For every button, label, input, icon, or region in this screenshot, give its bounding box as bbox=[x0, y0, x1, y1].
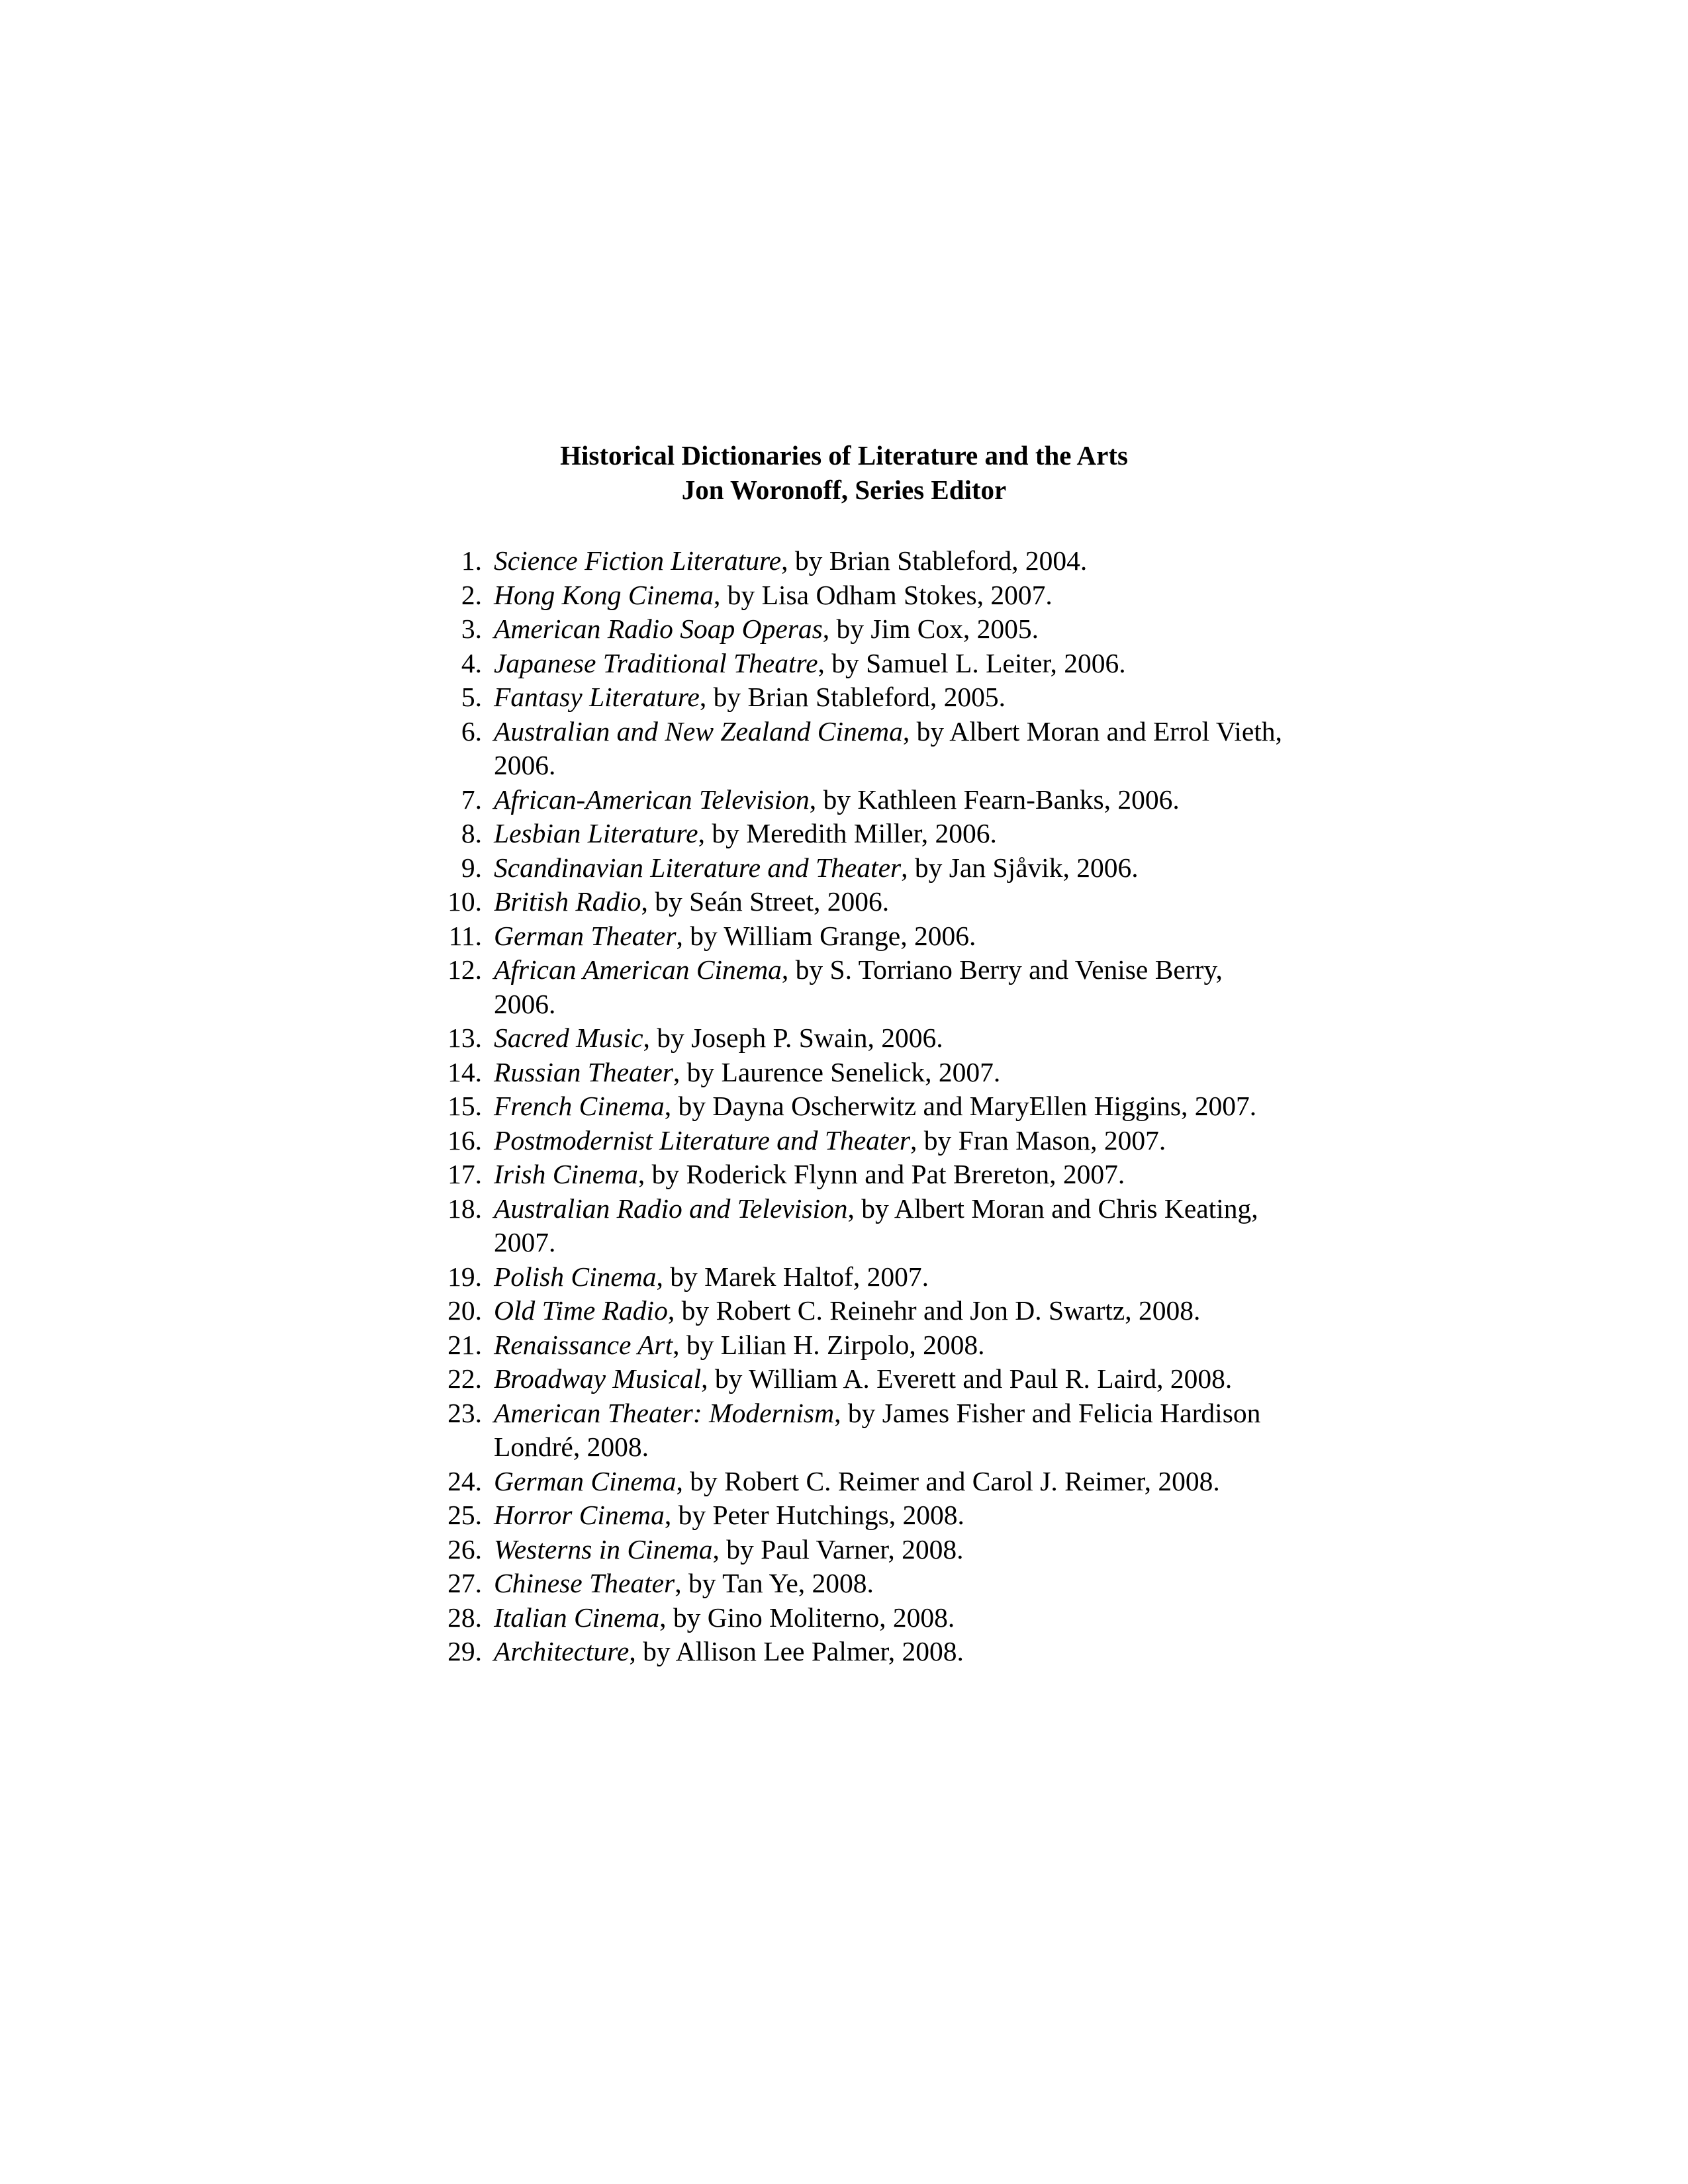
author-and-year: , by Marek Haltof, 2007. bbox=[656, 1261, 929, 1292]
book-title: Australian and New Zealand Cinema bbox=[494, 715, 903, 747]
list-item-number: 14. bbox=[447, 1056, 482, 1087]
book-title: Italian Cinema bbox=[494, 1602, 660, 1633]
author-and-year: , by Kathleen Fearn-Banks, 2006. bbox=[809, 784, 1180, 815]
book-title: British Radio bbox=[494, 886, 641, 917]
list-item-number: 20. bbox=[447, 1295, 482, 1326]
book-title: Hong Kong Cinema bbox=[494, 579, 714, 610]
author-and-year: , by Paul Varner, 2008. bbox=[712, 1533, 964, 1565]
author-and-year: , by Roderick Flynn and Pat Brereton, 2007. bbox=[637, 1159, 1125, 1189]
list-item bbox=[424, 1635, 1284, 1669]
list-item bbox=[424, 1601, 1284, 1635]
list-item-number: 15. bbox=[447, 1091, 482, 1121]
author-and-year: , by S. Torriano Berry and Venise Berry, 2006. bbox=[494, 954, 1223, 1019]
list-item-number: 9. bbox=[461, 852, 482, 883]
book-title: Horror Cinema bbox=[494, 1500, 665, 1530]
author-and-year: , by William Grange, 2006. bbox=[676, 920, 976, 951]
list-item bbox=[424, 851, 1284, 886]
author-and-year: , by Jim Cox, 2005. bbox=[822, 614, 1039, 644]
author-and-year: , by Meredith Miller, 2006. bbox=[698, 818, 997, 848]
list-item-number: 29. bbox=[447, 1636, 482, 1666]
list-item-number: 28. bbox=[447, 1602, 482, 1633]
list-item-number: 22. bbox=[447, 1363, 482, 1394]
list-item bbox=[424, 1465, 1284, 1499]
book-title: Australian Radio and Television bbox=[494, 1193, 848, 1224]
list-item bbox=[424, 1056, 1284, 1090]
list-item-number: 6. bbox=[461, 715, 482, 747]
book-title: Westerns in Cinema bbox=[494, 1533, 713, 1565]
list-item bbox=[424, 919, 1284, 954]
list-item bbox=[424, 1294, 1284, 1328]
author-and-year: , by James Fisher and Felicia Hardison Londré, 2008. bbox=[494, 1397, 1261, 1462]
author-and-year: , by Brian Stableford, 2004. bbox=[781, 545, 1088, 576]
list-item-number: 3. bbox=[461, 614, 482, 644]
list-item bbox=[424, 1362, 1284, 1396]
book-title: Irish Cinema bbox=[494, 1159, 638, 1189]
author-and-year: , by Gino Moliterno, 2008. bbox=[659, 1602, 955, 1633]
book-title: Architecture bbox=[494, 1636, 630, 1666]
book-title: Polish Cinema bbox=[494, 1261, 657, 1292]
author-and-year: , by Joseph P. Swain, 2006. bbox=[643, 1023, 943, 1053]
list-item bbox=[424, 1124, 1284, 1158]
author-and-year: , by Albert Moran and Errol Vieth, 2006. bbox=[494, 715, 1282, 780]
list-item bbox=[424, 680, 1284, 715]
book-title: Renaissance Art bbox=[494, 1329, 673, 1360]
book-title: Chinese Theater bbox=[494, 1568, 675, 1598]
book-title: American Theater: Modernism bbox=[494, 1397, 835, 1428]
list-item-number: 26. bbox=[447, 1533, 482, 1565]
list-item bbox=[424, 578, 1284, 613]
series-list bbox=[424, 544, 1284, 1669]
book-title: Japanese Traditional Theatre bbox=[494, 647, 818, 678]
author-and-year: , by Lilian H. Zirpolo, 2008. bbox=[673, 1329, 985, 1360]
author-and-year: , by Samuel L. Leiter, 2006. bbox=[818, 647, 1126, 678]
book-title: African-American Television bbox=[494, 784, 810, 815]
list-item-number: 13. bbox=[447, 1023, 482, 1053]
author-and-year: , by Peter Hutchings, 2008. bbox=[664, 1500, 964, 1530]
list-item bbox=[424, 544, 1284, 578]
book-title: Sacred Music bbox=[494, 1023, 643, 1053]
list-item bbox=[424, 1498, 1284, 1533]
author-and-year: , by Allison Lee Palmer, 2008. bbox=[629, 1636, 964, 1666]
list-item bbox=[424, 1192, 1284, 1260]
list-item bbox=[424, 1533, 1284, 1567]
list-item bbox=[424, 1396, 1284, 1465]
author-and-year: , by Dayna Oscherwitz and MaryEllen Higgins, 2007. bbox=[664, 1091, 1257, 1121]
author-and-year: , by Laurence Senelick, 2007. bbox=[673, 1056, 1001, 1087]
list-item bbox=[424, 1567, 1284, 1601]
author-and-year: , by Tan Ye, 2008. bbox=[675, 1568, 874, 1598]
author-and-year: , by Seán Street, 2006. bbox=[641, 886, 890, 917]
list-item bbox=[424, 783, 1284, 817]
list-item-number: 19. bbox=[447, 1261, 482, 1292]
list-item-number: 27. bbox=[447, 1568, 482, 1598]
book-title: Scandinavian Literature and Theater bbox=[494, 852, 902, 883]
list-item-number: 17. bbox=[447, 1159, 482, 1189]
series-title: Historical Dictionaries of Literature and the Arts bbox=[560, 440, 1128, 471]
author-and-year: , by Brian Stableford, 2005. bbox=[699, 682, 1006, 712]
book-title: American Radio Soap Operas bbox=[494, 614, 823, 644]
list-item bbox=[424, 612, 1284, 647]
author-and-year: , by Robert C. Reinehr and Jon D. Swartz, 2008. bbox=[667, 1295, 1201, 1326]
book-title: Postmodernist Literature and Theater bbox=[494, 1124, 911, 1156]
list-item bbox=[424, 885, 1284, 919]
book-title: African American Cinema bbox=[494, 954, 782, 985]
author-and-year: , by William A. Everett and Paul R. Laird, 2008. bbox=[701, 1363, 1233, 1394]
list-item bbox=[424, 1260, 1284, 1295]
series-editor: Jon Woronoff, Series Editor bbox=[681, 475, 1007, 505]
author-and-year: , by Robert C. Reimer and Carol J. Reimer, 2008. bbox=[676, 1465, 1220, 1496]
list-item-number: 4. bbox=[461, 647, 482, 678]
list-item bbox=[424, 817, 1284, 851]
book-title: Fantasy Literature bbox=[494, 682, 700, 712]
list-item bbox=[424, 1021, 1284, 1056]
list-item-number: 8. bbox=[461, 818, 482, 848]
author-and-year: , by Albert Moran and Chris Keating, 2007. bbox=[494, 1193, 1258, 1257]
list-item bbox=[424, 953, 1284, 1021]
list-item-number: 16. bbox=[447, 1124, 482, 1156]
list-item bbox=[424, 1089, 1284, 1124]
book-title: Lesbian Literature bbox=[494, 818, 698, 848]
list-item bbox=[424, 715, 1284, 783]
book-title: Science Fiction Literature bbox=[494, 545, 782, 576]
author-and-year: , by Jan Sjåvik, 2006. bbox=[901, 852, 1139, 883]
list-item-number: 2. bbox=[461, 579, 482, 610]
list-item-number: 25. bbox=[447, 1500, 482, 1530]
list-item-number: 5. bbox=[461, 682, 482, 712]
book-title: German Theater bbox=[494, 920, 677, 951]
list-item-number: 12. bbox=[447, 954, 482, 985]
list-item-number: 11. bbox=[448, 920, 482, 951]
list-item-number: 18. bbox=[447, 1193, 482, 1224]
book-title: Broadway Musical bbox=[494, 1363, 702, 1394]
author-and-year: , by Lisa Odham Stokes, 2007. bbox=[714, 579, 1053, 610]
author-and-year: , by Fran Mason, 2007. bbox=[910, 1124, 1166, 1156]
book-title: Old Time Radio bbox=[494, 1295, 668, 1326]
series-heading bbox=[0, 438, 1688, 507]
list-item-number: 7. bbox=[461, 784, 482, 815]
list-item bbox=[424, 1158, 1284, 1192]
book-title: German Cinema bbox=[494, 1465, 677, 1496]
list-item-number: 10. bbox=[447, 886, 482, 917]
list-item-number: 1. bbox=[461, 545, 482, 576]
book-title: French Cinema bbox=[494, 1091, 665, 1121]
list-item-number: 21. bbox=[447, 1329, 482, 1360]
list-item bbox=[424, 1328, 1284, 1363]
book-title: Russian Theater bbox=[494, 1056, 673, 1087]
list-item-number: 23. bbox=[447, 1397, 482, 1428]
list-item-number: 24. bbox=[447, 1465, 482, 1496]
list-item bbox=[424, 647, 1284, 681]
